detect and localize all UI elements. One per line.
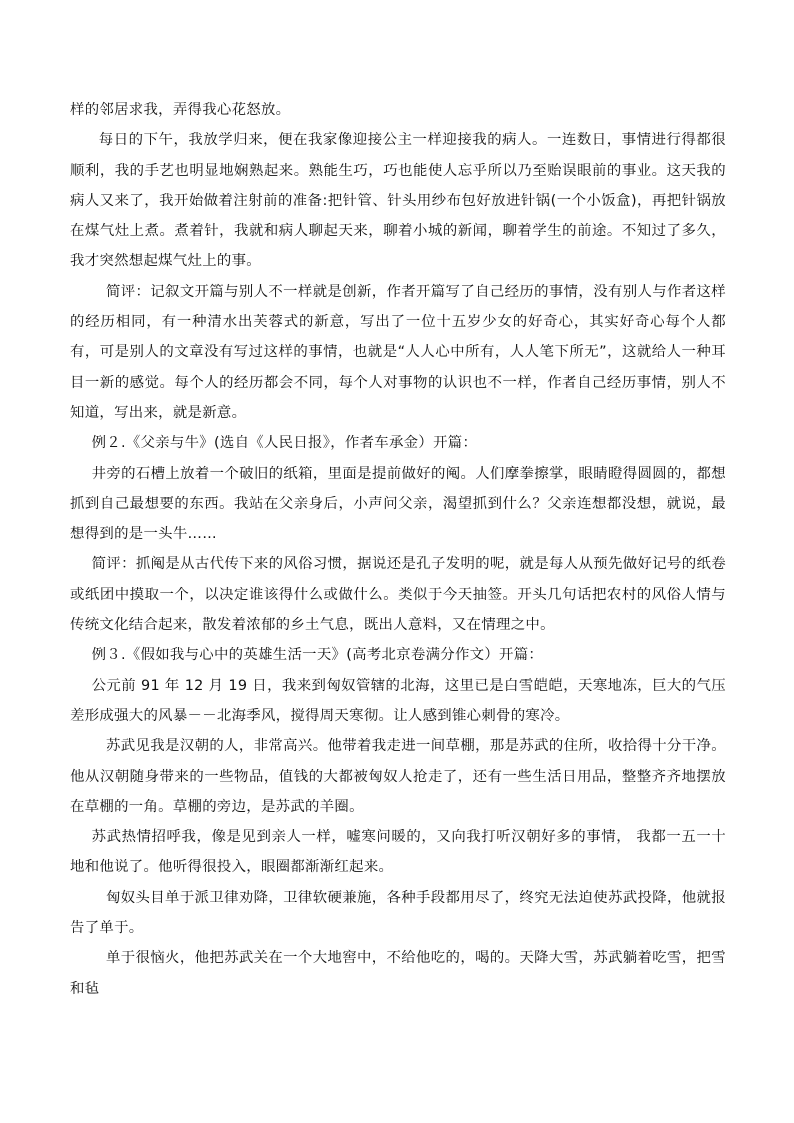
paragraph: 井旁的石槽上放着一个破旧的纸箱，里面是提前做好的阄。人们摩拳擦掌，眼睛瞪得圆圆的，都想抓到自己最想要的东西。我站在父亲身后，小声问父亲，渴望抓到什么？父亲连想都没想，就说，最想得到的是一头牛…… xyxy=(70,465,726,543)
paragraph: 匈奴头目单于派卫律劝降，卫律软硬兼施，各种手段都用尽了，终究无法迫使苏武投降，他就报告了单于。 xyxy=(70,889,726,937)
example-heading: 例３.《假如我与心中的英雄生活一天》(高考北京卷满分作文）开篇： xyxy=(91,647,544,664)
paragraph: 每日的下午，我放学归来，便在我家像迎接公主一样迎接我的病人。一连数日，事情进行得都很顺利，我的手艺也明显地娴熟起来。熟能生巧，巧也能使人忘乎所以乃至贻误眼前的事业。这天我的病人又来了，我开始做着注射前的准备:把针管、针头用纱布包好放进针锅(一个小饭盒)，再把针锅放在煤气灶上煮。煮着针，我就和病人聊起天来，聊着小城的新闻，聊着学生的前途。不知过了多久，我才突然想起煤气灶上的事。 xyxy=(70,132,726,270)
paragraph: 样的邻居求我，弄得我心花怒放。 xyxy=(70,102,291,118)
review-paragraph: 简评：抓阄是从古代传下来的风俗习惯，据说还是孔子发明的呢，就是每人从预先做好记号的纸卷或纸团中摸取一个，以决定谁该得什么或做什么。类似于今天抽签。开头几句话把农村的风俗人情与传统文化结合起来，散发着浓郁的乡土气息，既出人意料，又在情理之中。 xyxy=(70,556,726,634)
paragraph: 苏武见我是汉朝的人，非常高兴。他带着我走进一间草棚，那是苏武的住所，收拾得十分干净。他从汉朝随身带来的一些物品，值钱的大都被匈奴人抢走了，还有一些生活日用品，整整齐齐地摆放在草棚的一角。草棚的旁边，是苏武的羊圈。 xyxy=(70,738,726,815)
paragraph: 苏武热情招呼我，像是见到亲人一样，嘘寒问暖的，又向我打听汉朝好多的事情， 我都一五一十地和他说了。他听得很投入，眼圈都渐渐红起来。 xyxy=(70,829,726,876)
article-body xyxy=(70,95,726,1004)
paragraph: 公元前 91 年 12 月 19 日，我来到匈奴管辖的北海，这里已是白雪皑皑，天寒地冻，巨大的气压差形成强大的风暴－－北海季风，搅得周天寒彻。让人感到锥心刺骨的寒冷。 xyxy=(70,677,726,724)
paragraph: 单于很恼火，他把苏武关在一个大地窖中，不给他吃的，喝的。天降大雪，苏武躺着吃雪，把雪和毡 xyxy=(70,950,726,997)
example-heading: 例２.《父亲与牛》(选自《人民日报》，作者车承金）开篇： xyxy=(91,435,478,452)
review-paragraph: 简评：记叙文开篇与别人不一样就是创新，作者开篇写了自己经历的事情，没有别人与作者这样的经历相同，有一种清水出芙蓉式的新意，写出了一位十五岁少女的好奇心，其实好奇心每个人都有，可是别人的文章没有写过这样的事情，也就是“人人心中所有，人人笔下所无”，这就给人一种耳目一新的感觉。每个人的经历都会不同，每个人对事物的认识也不一样，作者自己经历事情，别人不知道，写出来，就是新意。 xyxy=(70,283,726,421)
